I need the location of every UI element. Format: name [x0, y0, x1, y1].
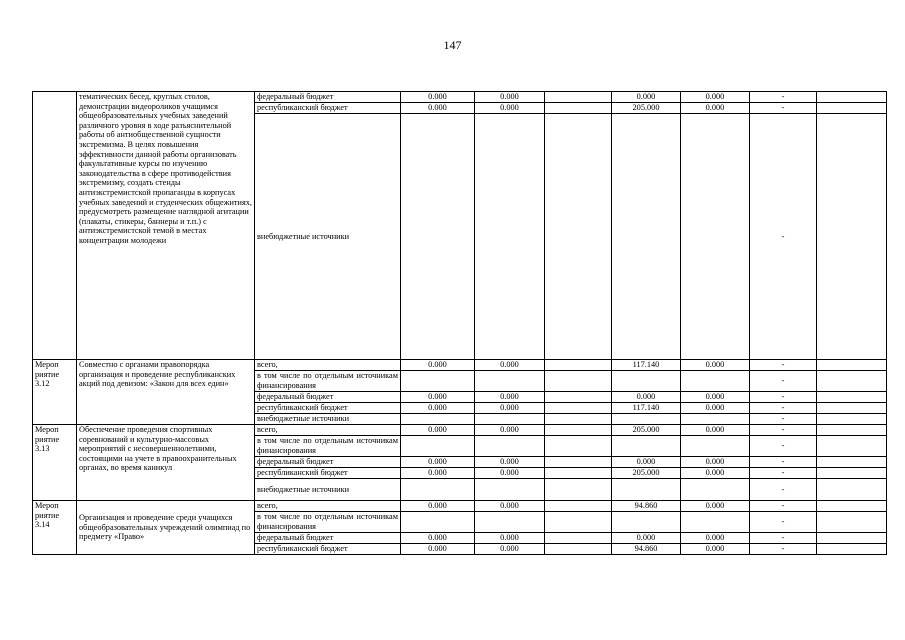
value-cell: 205.000: [612, 425, 681, 436]
source-including: в том числе по отдельным источникам финансирования: [255, 512, 401, 533]
value-cell: 117.140: [612, 403, 681, 414]
empty-cell: [545, 392, 612, 403]
empty-cell: [817, 371, 887, 392]
empty-cell: [545, 403, 612, 414]
value-cell: 0.000: [612, 533, 681, 544]
value-cell: 0.000: [475, 92, 545, 103]
empty-cell: [475, 479, 545, 501]
empty-cell: [681, 114, 750, 360]
value-cell: 0.000: [401, 360, 475, 371]
value-cell: 0.000: [475, 501, 545, 512]
table-row: [33, 425, 887, 436]
empty-cell: [817, 114, 887, 360]
empty-cell: [401, 479, 475, 501]
empty-cell: [545, 360, 612, 371]
value-cell: 94.860: [612, 501, 681, 512]
measure-label: Мероп риятие 3.12: [33, 360, 77, 425]
empty-cell: [545, 414, 612, 425]
empty-cell: [817, 360, 887, 371]
dash-cell: -: [750, 392, 817, 403]
source-total: всего,: [255, 501, 401, 512]
empty-cell: [817, 468, 887, 479]
value-cell: 0.000: [681, 468, 750, 479]
value-cell: 0.000: [681, 392, 750, 403]
empty-cell: [612, 114, 681, 360]
dash-cell: -: [750, 436, 817, 457]
source-extrabudget: внебюджетные источники: [255, 479, 401, 501]
measure-description: Обеспечение проведения спортивных соревнований и культурно-массовых мероприятий с несовершеннолетними, состоящими на учете в правоохранительных органах, во время каникул: [77, 425, 255, 501]
value-cell: 0.000: [401, 468, 475, 479]
empty-cell: [612, 479, 681, 501]
value-cell: 0.000: [475, 360, 545, 371]
empty-cell: [401, 512, 475, 533]
empty-cell: [545, 544, 612, 555]
empty-cell: [817, 425, 887, 436]
value-cell: 205.000: [612, 468, 681, 479]
value-cell: 0.000: [475, 403, 545, 414]
source-extrabudget: внебюджетные источники: [255, 414, 401, 425]
table-row: [33, 501, 887, 512]
value-cell: 0.000: [681, 403, 750, 414]
value-cell: 117.140: [612, 360, 681, 371]
value-cell: 0.000: [681, 533, 750, 544]
value-cell: 94.860: [612, 544, 681, 555]
financing-table: [32, 91, 887, 555]
source-extrabudget: внебюджетные источники: [255, 114, 401, 360]
empty-cell: [817, 403, 887, 414]
empty-cell: [545, 436, 612, 457]
empty-cell: [401, 436, 475, 457]
page-number: 147: [443, 38, 462, 52]
empty-cell: [817, 512, 887, 533]
empty-cell: [817, 501, 887, 512]
value-cell: 0.000: [681, 425, 750, 436]
dash-cell: -: [750, 414, 817, 425]
empty-cell: [817, 414, 887, 425]
empty-cell: [817, 103, 887, 114]
empty-cell: [475, 512, 545, 533]
dash-cell: -: [750, 501, 817, 512]
source-federal: федеральный бюджет: [255, 457, 401, 468]
value-cell: 0.000: [401, 103, 475, 114]
dash-cell: -: [750, 425, 817, 436]
empty-cell: [817, 392, 887, 403]
dash-cell: -: [750, 468, 817, 479]
empty-cell: [681, 512, 750, 533]
value-cell: 0.000: [401, 501, 475, 512]
value-cell: 0.000: [475, 544, 545, 555]
value-cell: 205.000: [612, 103, 681, 114]
dash-cell: -: [750, 103, 817, 114]
value-cell: 0.000: [612, 457, 681, 468]
value-cell: 0.000: [681, 457, 750, 468]
value-cell: 0.000: [612, 92, 681, 103]
empty-cell: [475, 414, 545, 425]
value-cell: 0.000: [401, 92, 475, 103]
empty-cell: [681, 479, 750, 501]
measure-label: Мероп риятие 3.13: [33, 425, 77, 501]
dash-cell: -: [750, 360, 817, 371]
empty-cell: [545, 371, 612, 392]
empty-cell: [545, 533, 612, 544]
dash-cell: -: [750, 457, 817, 468]
dash-cell: -: [750, 533, 817, 544]
empty-cell: [681, 436, 750, 457]
value-cell: 0.000: [401, 457, 475, 468]
dash-cell: -: [750, 544, 817, 555]
value-cell: 0.000: [401, 425, 475, 436]
source-republic: республиканский бюджет: [255, 544, 401, 555]
measure-description: Совместно с органами правопорядка организация и проведение республиканских акций под девизом: «Закон для всех един»: [77, 360, 255, 425]
empty-cell: [817, 479, 887, 501]
value-cell: 0.000: [475, 468, 545, 479]
value-cell: 0.000: [401, 533, 475, 544]
empty-cell: [545, 479, 612, 501]
table-row: [33, 360, 887, 371]
empty-cell: [545, 501, 612, 512]
value-cell: 0.000: [612, 392, 681, 403]
source-republic: республиканский бюджет: [255, 403, 401, 414]
value-cell: 0.000: [681, 501, 750, 512]
empty-cell: [545, 114, 612, 360]
value-cell: 0.000: [401, 544, 475, 555]
source-federal: федеральный бюджет: [255, 533, 401, 544]
value-cell: 0.000: [681, 103, 750, 114]
empty-cell: [475, 371, 545, 392]
dash-cell: -: [750, 114, 817, 360]
source-including: в том числе по отдельным источникам финансирования: [255, 436, 401, 457]
empty-cell: [545, 468, 612, 479]
measure-label: Мероп риятие 3.14: [33, 501, 77, 555]
empty-cell: [545, 457, 612, 468]
empty-cell: [545, 103, 612, 114]
dash-cell: -: [750, 403, 817, 414]
empty-cell: [401, 114, 475, 360]
dash-cell: -: [750, 92, 817, 103]
empty-cell: [817, 92, 887, 103]
dash-cell: -: [750, 479, 817, 501]
value-cell: 0.000: [681, 92, 750, 103]
empty-cell: [817, 544, 887, 555]
source-federal: федеральный бюджет: [255, 92, 401, 103]
empty-cell: [401, 371, 475, 392]
measure-description: Организация и проведение среди учащихся общеобразовательных учреждений олимпиад по предмету «Право»: [77, 501, 255, 555]
empty-cell: [475, 114, 545, 360]
value-cell: 0.000: [401, 403, 475, 414]
empty-cell: [817, 436, 887, 457]
empty-cell: [545, 512, 612, 533]
table-row: [33, 92, 887, 103]
value-cell: 0.000: [401, 392, 475, 403]
empty-cell: [545, 92, 612, 103]
value-cell: 0.000: [681, 360, 750, 371]
empty-cell: [475, 436, 545, 457]
empty-cell: [545, 425, 612, 436]
empty-cell: [612, 512, 681, 533]
empty-cell: [817, 533, 887, 544]
empty-cell: [681, 371, 750, 392]
empty-cell: [817, 457, 887, 468]
measure-label-cell: [33, 92, 77, 360]
value-cell: 0.000: [475, 392, 545, 403]
value-cell: 0.000: [475, 533, 545, 544]
source-total: всего,: [255, 425, 401, 436]
dash-cell: -: [750, 512, 817, 533]
dash-cell: -: [750, 371, 817, 392]
value-cell: 0.000: [475, 425, 545, 436]
empty-cell: [612, 371, 681, 392]
source-republic: республиканский бюджет: [255, 103, 401, 114]
value-cell: 0.000: [475, 457, 545, 468]
empty-cell: [612, 414, 681, 425]
source-including: в том числе по отдельным источникам финансирования: [255, 371, 401, 392]
source-total: всего,: [255, 360, 401, 371]
measure-description: тематических бесед, круглых столов, демонстрации видеороликов учащимся общеобразовательных учебных заведений различного уровня в ходе разъяснительной работы об антиобщественной сущности экстремизма. В целях повышения эффективности данной работы организовать факультативные курсы по изучению законодательства в сфере противодействия экстремизму, создать стенды антиэкстремистской пропаганды в корпусах учебных заведений и студенческих общежитиях, предусмотреть размещение наглядной агитации (плакаты, стикеры, баннеры и т.п.) с антиэкстремистской темой в местах концентрации молодежи: [77, 92, 255, 360]
empty-cell: [401, 414, 475, 425]
source-federal: федеральный бюджет: [255, 392, 401, 403]
empty-cell: [612, 436, 681, 457]
value-cell: 0.000: [681, 544, 750, 555]
source-republic: республиканский бюджет: [255, 468, 401, 479]
empty-cell: [681, 414, 750, 425]
value-cell: 0.000: [475, 103, 545, 114]
